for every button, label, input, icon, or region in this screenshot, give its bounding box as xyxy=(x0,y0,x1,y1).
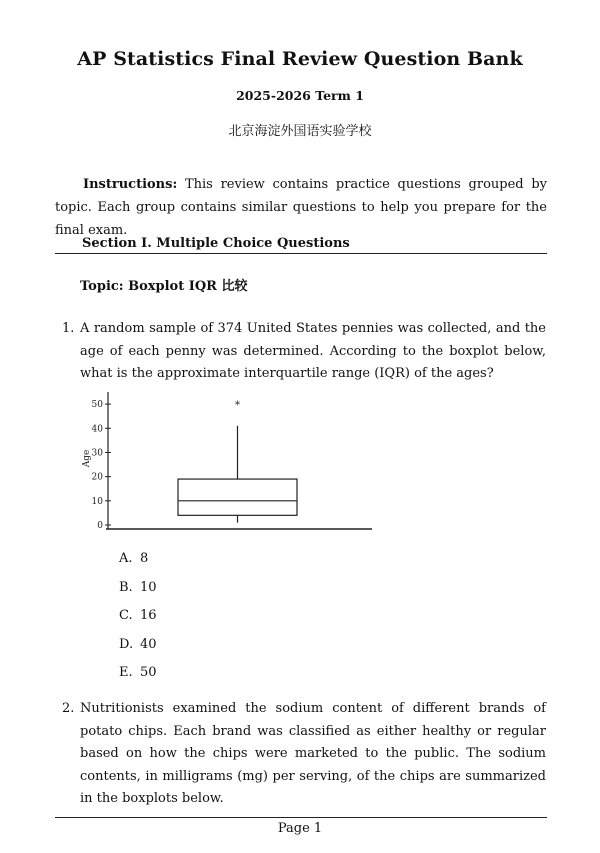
choice-a-label: A. xyxy=(119,551,133,566)
choice-c-label: C. xyxy=(119,608,133,623)
document-title: AP Statistics Final Review Question Bank xyxy=(77,48,523,70)
question-1-text: A random sample of 374 United States pennies was collected, and the age of each penny was determined. According to the boxplot below, what is the approximate interquartile range (IQR) of the ages? xyxy=(80,321,546,381)
y-axis-label: Age xyxy=(82,449,92,468)
choice-e[interactable] xyxy=(119,665,157,680)
outlier-marker-0: * xyxy=(235,400,240,412)
school-name: 北京海淀外国语实验学校 xyxy=(228,124,372,139)
y-tick-label-0: 0 xyxy=(97,521,103,531)
topic-title: Topic: Boxplot IQR 比较 xyxy=(80,279,248,294)
instructions-label: Instructions: xyxy=(83,177,178,192)
instructions-text: This review contains practice questions grouped by topic. Each group contains similar questions to help you prepare for the final exam. xyxy=(55,177,547,238)
choice-e-label: E. xyxy=(119,665,133,680)
choice-e-text: 50 xyxy=(140,665,157,680)
y-tick-label-50: 50 xyxy=(91,400,103,411)
choice-a[interactable] xyxy=(119,551,148,566)
iqr-box xyxy=(178,479,297,515)
choice-d[interactable] xyxy=(119,637,157,652)
term-label: 2025-2026 Term 1 xyxy=(236,88,364,103)
choice-c-text: 16 xyxy=(140,608,157,623)
choice-b-label: B. xyxy=(119,580,133,595)
choice-b[interactable] xyxy=(119,580,157,595)
choice-b-text: 10 xyxy=(140,580,157,595)
y-tick-label-10: 10 xyxy=(91,496,103,507)
section-divider xyxy=(55,253,547,254)
question-2-text: Nutritionists examined the sodium content of different brands of potato chips. Each brand was classified as either healthy or regular based on how the chips were marketed to the public. The sodium contents, in milligrams (mg) per serving, of the chips are summarized in the boxplots below. xyxy=(80,701,546,806)
y-tick-label-20: 20 xyxy=(91,472,103,483)
choice-a-text: 8 xyxy=(140,551,149,566)
question-1-number: 1. xyxy=(62,321,75,336)
question-2-number: 2. xyxy=(62,701,75,716)
section-title: Section I. Multiple Choice Questions xyxy=(82,236,350,251)
boxplot-chart xyxy=(75,390,380,535)
page-number: Page 1 xyxy=(277,821,323,836)
choice-d-text: 40 xyxy=(140,637,157,652)
instructions-paragraph xyxy=(55,173,547,242)
footer-divider xyxy=(55,817,547,818)
choice-d-label: D. xyxy=(119,637,134,652)
y-tick-label-30: 30 xyxy=(91,448,103,459)
y-tick-label-40: 40 xyxy=(91,424,103,435)
choice-c[interactable] xyxy=(119,608,157,623)
